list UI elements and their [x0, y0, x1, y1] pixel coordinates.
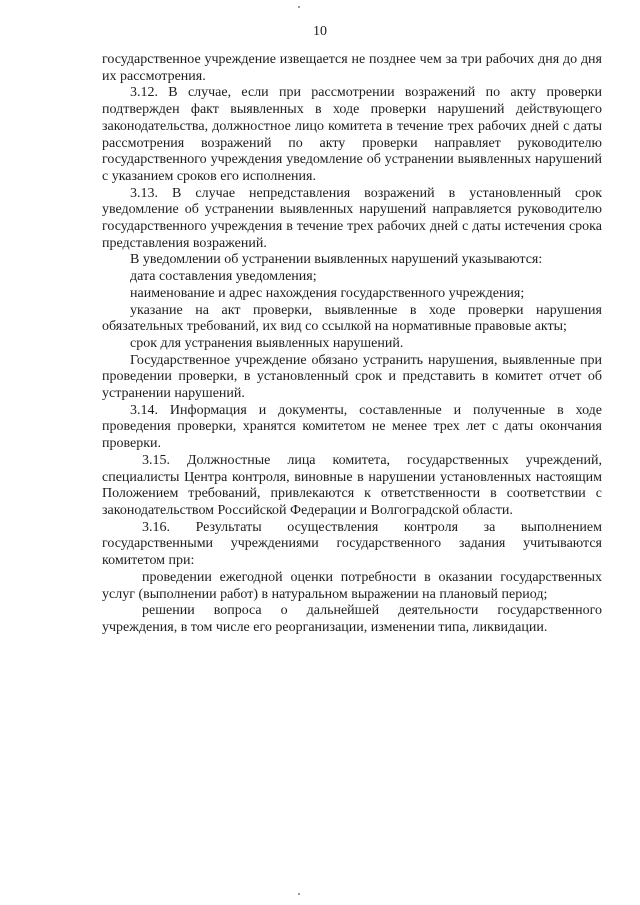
paragraph-3-16: 3.16. Результаты осуществления контроля за выполнением государственными учреждениями государственного задания учитываются комитетом при: [102, 519, 602, 569]
paragraph-3-15: 3.15. Должностные лица комитета, государственных учреждений, специалисты Центра контроля, виновные в нарушении установленных настоящим Положением требований, привлекаются к ответственности в соответствии с законодательством Российской Федерации и Волгоградской области. [102, 452, 602, 518]
document-body [102, 52, 602, 637]
list-item: дата составления уведомления; [130, 269, 317, 285]
list-item: указание на акт проверки, выявленные в ходе проверки нарушения обязательных требований, их вид со ссылкой на нормативные правовые акты; [102, 302, 602, 335]
paragraph-3-14: 3.14. Информация и документы, составленные и полученные в ходе проведения проверки, хранятся комитетом не менее трех лет с даты окончания проверки. [102, 402, 602, 452]
paragraph: государственное учреждение извещается не позднее чем за три рабочих дня до дня их рассмотрения. [102, 52, 602, 84]
paragraph: Государственное учреждение обязано устранить нарушения, выявленные при проведении проверки, в установленный срок и представить в комитет отчет об устранении нарушений. [102, 352, 602, 402]
paragraph-3-12: 3.12. В случае, если при рассмотрении возражений по акту проверки подтвержден факт выявленных в ходе проверки нарушений действующего законодательства, должностное лицо комитета в течение трех рабочих дней с даты рассмотрения возражений по акту проверки направляет руководителю государственного учреждения уведомление об устранении выявленных нарушений с указанием сроков его исполнения. [102, 85, 602, 184]
paragraph-3-13: 3.13. В случае непредставления возражений в установленный срок уведомление об устранении выявленных нарушений направляется руководителю государственного учреждения в течение трех рабочих дней с даты истечения срока представления возражений. [102, 185, 602, 251]
scan-mark [298, 6, 300, 8]
list-item: решении вопроса о дальнейшей деятельности государственного учреждения, в том числе его реорганизации, изменении типа, ликвидации. [102, 603, 602, 635]
page-number: 10 [313, 24, 327, 39]
list-item: наименование и адрес нахождения государственного учреждения; [130, 285, 525, 301]
list-item: срок для устранения выявленных нарушений. [130, 335, 404, 351]
list-item: проведении ежегодной оценки потребности в оказании государственных услуг (выполнении работ) в натуральном выражении на плановый период; [102, 569, 602, 602]
paragraph: В уведомлении об устранении выявленных нарушений указываются: [130, 252, 543, 268]
scan-mark [298, 893, 300, 895]
